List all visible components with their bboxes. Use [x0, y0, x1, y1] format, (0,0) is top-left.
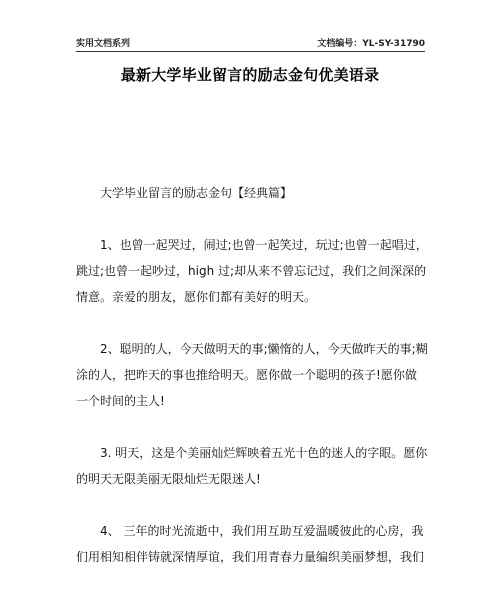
section-heading: 大学毕业留言的励志金句【经典篇】 — [100, 186, 293, 200]
paragraph-2: 2、聪明的人，今天做明天的事;懒惰的人，今天做昨天的事;糊涂的人，把昨天的事也推给明天。愿你做一个聪明的孩子!愿你做一个时间的主人! — [76, 342, 428, 408]
paragraph-4: 4、 三年的时光流逝中，我们用互助互爱温暖彼此的心房，我们用相知相伴铸就深情厚谊，我们用青春力量编织美丽梦想，我们 — [76, 524, 425, 564]
document-title: 最新大学毕业留言的励志金句优美语录 — [120, 66, 380, 84]
header-document-number: 文档编号：YL-SY-31790 — [317, 39, 425, 49]
page-header — [76, 36, 425, 50]
paragraph-1: 1、也曾一起哭过，闹过;也曾一起笑过，玩过;也曾一起唱过，跳过;也曾一起吵过，high 过;却从来不曾忘记过，我们之间深深的情意。亲爱的朋友，愿你们都有美好的明天。 — [76, 238, 428, 304]
header-series-label: 实用文档系列 — [76, 39, 131, 49]
paragraph-3: 3. 明天，这是个美丽灿烂辉映着五光十色的迷人的字眼。愿你的明天无限美丽无限灿烂无限迷人! — [76, 446, 428, 486]
document-body — [76, 180, 428, 596]
header-divider — [76, 51, 425, 52]
